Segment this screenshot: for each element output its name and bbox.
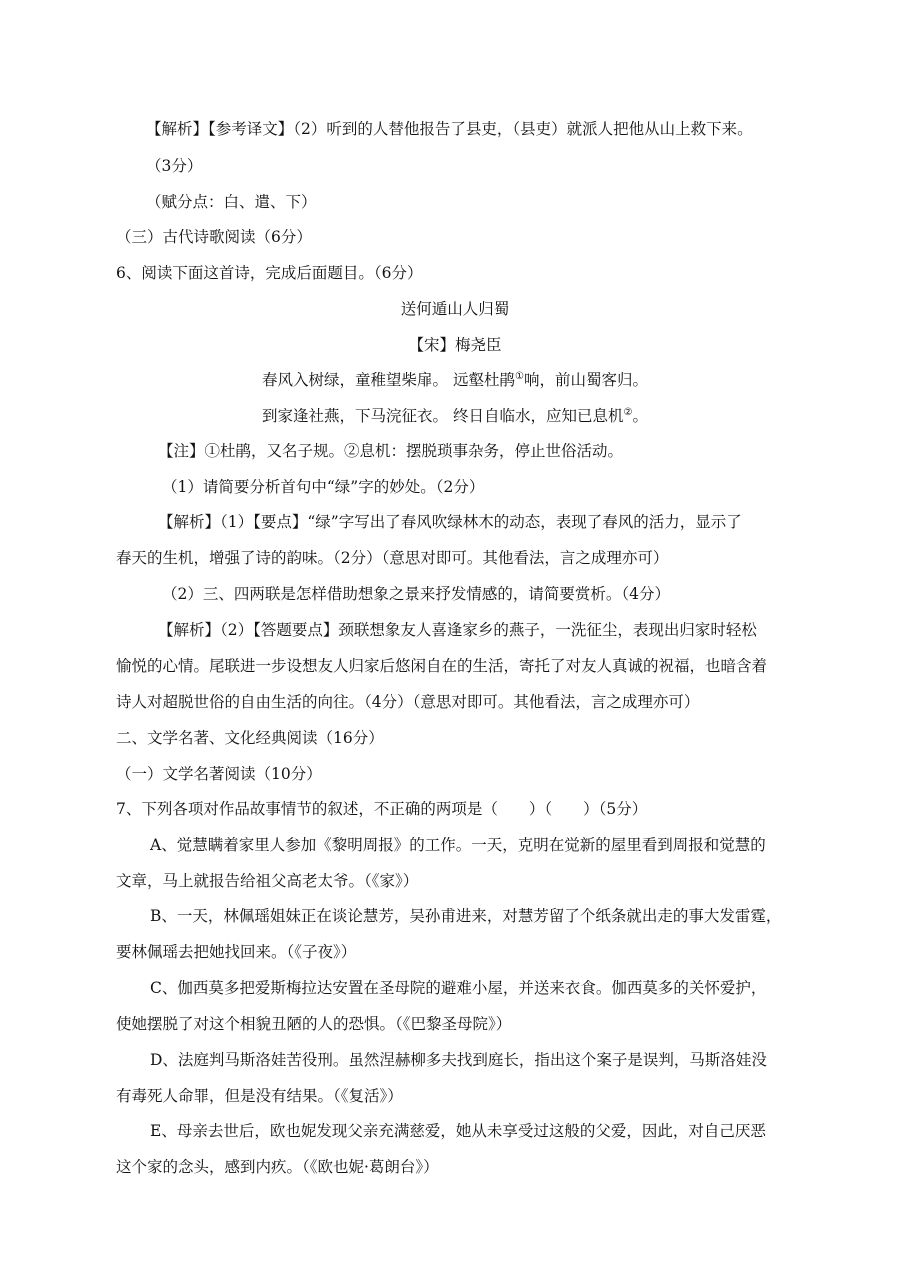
- poem-line-1b: 响，前山蜀客归。: [523, 371, 648, 389]
- option-b-line1: B、一天，林佩瑶姐妹正在谈论慧芳，吴孙甫进来，对慧芳留了个纸条就出走的事大发雷霆，: [150, 907, 782, 925]
- option-e-line1: E、母亲去世后，欧也妮发现父亲充满慈爱，她从未享受过这般的父爱，因此，对自己厌恶: [150, 1122, 766, 1140]
- question-7: 7、下列各项对作品故事情节的叙述，不正确的两项是（ ）（ ）（5分）: [116, 800, 648, 818]
- poem-line-2b: 。: [632, 407, 648, 425]
- section-literature: 二、文学名著、文化经典阅读（16分）: [116, 729, 384, 747]
- section-ancient-poetry: （三）古代诗歌阅读（6分）: [116, 228, 312, 246]
- question-6: 6、阅读下面这首诗，完成后面题目。（6分）: [116, 264, 423, 282]
- note-mark-1: ①: [514, 370, 524, 382]
- answer-2-line3: 诗人对超脱世俗的自由生活的向往。（4分）（意思对即可。其他看法，言之成理亦可）: [116, 693, 700, 711]
- scoring-points: （赋分点：白、遣、下）: [146, 193, 317, 211]
- poem-line-2a: 到家逢社燕，下马浣征衣。 终日自临水，应知已息机: [262, 407, 624, 425]
- option-b-line2: 要林佩瑶去把她找回来。（《子夜》）: [116, 943, 357, 961]
- option-d-line2: 有毒死人命罪，但是没有结果。（《复活》）: [116, 1087, 403, 1105]
- option-a-line1: A、觉慧瞒着家里人参加《黎明周报》的工作。一天，克明在觉新的屋里看到周报和觉慧的: [150, 836, 766, 854]
- answer-analysis-5-line1: 【解析】【参考译文】（2）听到的人替他报告了县吏，（县吏）就派人把他从山上救下来。: [146, 120, 753, 138]
- answer-2-line2: 愉悦的心情。尾联进一步设想友人归家后悠闲自在的生活，寄托了对友人真诚的祝福，也暗含着: [116, 657, 768, 675]
- option-c-line1: C、伽西莫多把爱斯梅拉达安置在圣母院的避难小屋，并送来衣食。伽西莫多的关怀爱护，: [150, 979, 767, 997]
- poem-author: 【宋】梅尧臣: [408, 336, 502, 354]
- answer-2-line1: 【解析】（2）【答题要点】颈联想象友人喜逢家乡的燕子，一洗征尘，表现出归家时轻松: [158, 621, 757, 639]
- section-literature-masterpieces: （一）文学名著阅读（10分）: [116, 765, 322, 783]
- poem-title: 送何遁山人归蜀: [400, 300, 510, 318]
- option-d-line1: D、法庭判马斯洛娃苦役刑。虽然涅赫柳多夫找到庭长，指出这个案子是误判，马斯洛娃没: [150, 1051, 767, 1069]
- option-a-line2: 文章，马上就报告给祖父高老太爷。（《家》）: [116, 872, 419, 890]
- poem-line-1: [0, 370, 910, 390]
- sub-question-2: （2）三、四两联是怎样借助想象之景来抒发情感的，请简要赏析。（4分）: [162, 585, 670, 603]
- sub-question-1: （1）请简要分析首句中“绿”字的妙处。（2分）: [162, 478, 485, 496]
- note-mark-2: ②: [623, 406, 633, 418]
- poem-line-2: [0, 406, 910, 426]
- poem-line-1a: 春风入树绿，童稚望柴扉。 远壑杜鹃: [262, 371, 515, 389]
- answer-1-line2: 春天的生机，增强了诗的韵味。（2分）（意思对即可。其他看法，言之成理亦可）: [116, 549, 669, 567]
- option-c-line2: 使她摆脱了对这个相貌丑陋的人的恐惧。（《巴黎圣母院》）: [116, 1015, 512, 1033]
- answer-1-line1: 【解析】（1）【要点】“绿”字写出了春风吹绿林木的动态，表现了春风的活力，显示了: [158, 513, 742, 531]
- answer-analysis-5-line2: （3分）: [146, 157, 203, 175]
- poem-note: 【注】①杜鹃，又名子规。②息机：摆脱琐事杂务，停止世俗活动。: [158, 442, 624, 460]
- option-e-line2: 这个家的念头，感到内疚。（《欧也妮·葛朗台》）: [116, 1158, 439, 1176]
